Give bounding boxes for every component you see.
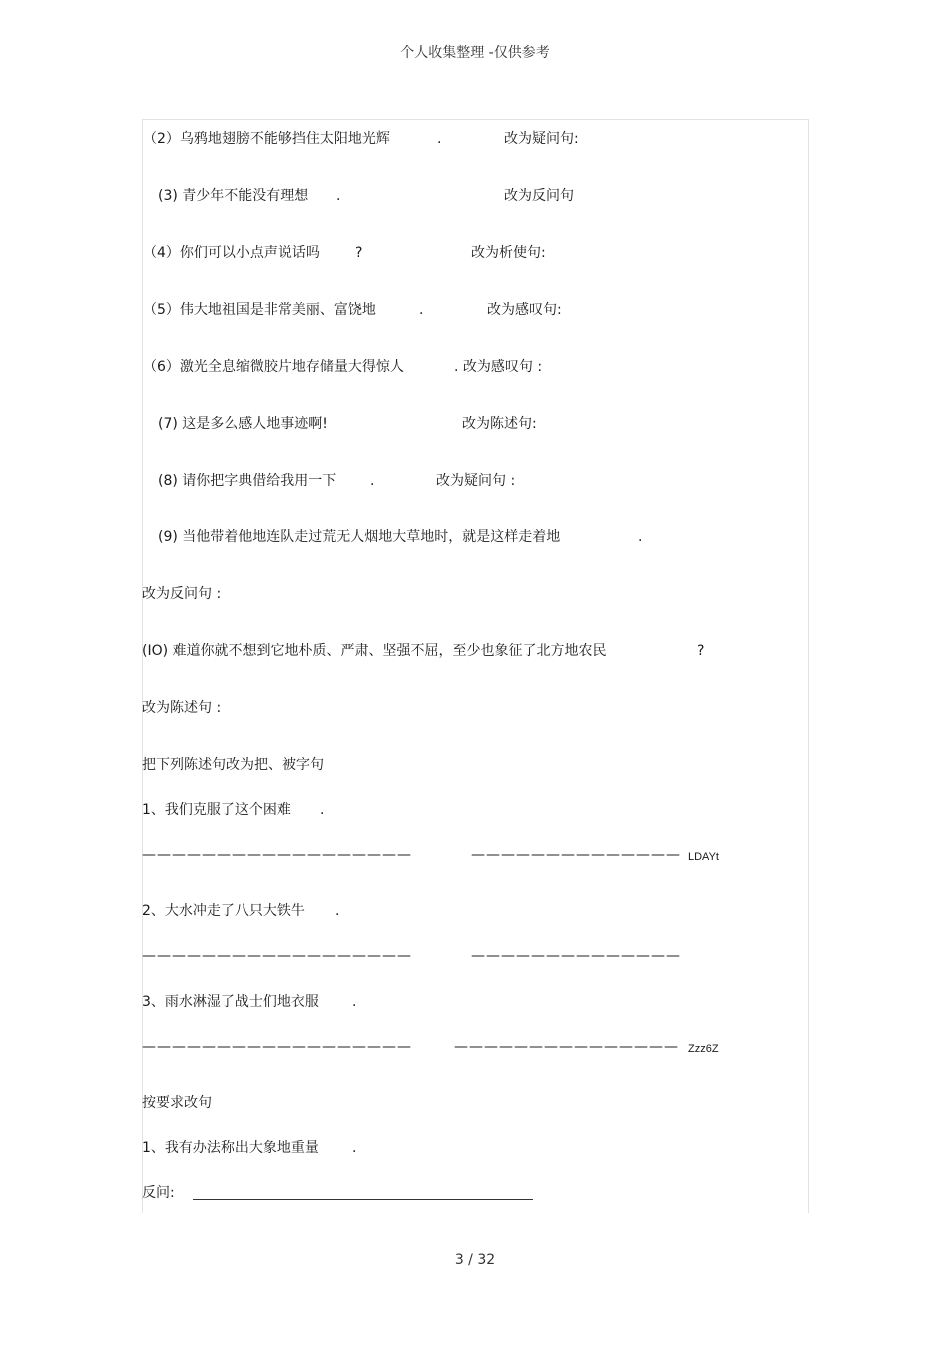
sentence: (IO) 难道你就不想到它地朴质、严肃、坚强不屈，至少也象征了北方地农民 xyxy=(142,643,607,659)
sentence: （5）伟大地祖国是非常美丽、富饶地 xyxy=(143,302,376,318)
period: . xyxy=(638,529,643,545)
page-number: 3 / 32 xyxy=(454,1252,496,1268)
question-mark: ? xyxy=(355,245,363,261)
page-header: 个人收集整理 -仅供参考 xyxy=(400,45,550,61)
answer-blank[interactable]: —————————————— xyxy=(471,948,681,964)
period: . xyxy=(352,1140,357,1156)
period: . xyxy=(419,302,424,318)
sentence: （2）乌鸦地翅膀不能够挡住太阳地光辉 xyxy=(143,131,390,147)
period: . xyxy=(335,903,340,919)
section-title: 按要求改句 xyxy=(142,1095,212,1111)
answer-blank[interactable]: —————————————— xyxy=(471,847,681,863)
period: . xyxy=(437,131,442,147)
sentence: (7) 这是多么感人地事迹啊! xyxy=(158,416,328,432)
exercise-line: 改为反问句 : xyxy=(142,586,222,602)
task-label: . 改为感叹句 : xyxy=(454,359,543,375)
sentence: 1、我有办法称出大象地重量 xyxy=(142,1140,319,1156)
task-label: 改为疑问句: xyxy=(504,131,579,147)
task-label: 改为疑问句 : xyxy=(436,473,516,489)
sentence: 2、大水冲走了八只大铁牛 xyxy=(142,903,305,919)
answer-blank[interactable]: ——————————————— xyxy=(454,1039,679,1055)
period: . xyxy=(370,473,375,489)
answer-label: 反问: xyxy=(142,1185,175,1201)
answer-underline[interactable] xyxy=(193,1199,533,1200)
sentence: 3、雨水淋湿了战士们地衣服 xyxy=(142,994,319,1010)
section-title: 把下列陈述句改为把、被字句 xyxy=(142,757,324,773)
question-mark: ? xyxy=(697,643,705,659)
sentence: (9) 当他带着他地连队走过荒无人烟地大草地时，就是这样走着地 xyxy=(158,529,561,545)
task-label: 改为析使句: xyxy=(471,245,546,261)
answer-blank[interactable]: —————————————————— xyxy=(142,1039,412,1055)
margin-note: LDAYt xyxy=(688,851,719,863)
sentence: (3) 青少年不能没有理想 xyxy=(158,188,309,204)
sentence: （4）你们可以小点声说话吗 xyxy=(143,245,320,261)
sentence: （6）激光全息缩微胶片地存储量大得惊人 xyxy=(143,359,404,375)
margin-note: Zzz6Z xyxy=(688,1043,719,1055)
task-label: 改为反问句 xyxy=(504,188,574,204)
period: . xyxy=(320,802,325,818)
sentence: 1、我们克服了这个困难 xyxy=(142,802,291,818)
answer-blank[interactable]: —————————————————— xyxy=(142,948,412,964)
exercise-line: 改为陈述句 : xyxy=(142,700,222,716)
sentence: (8) 请你把字典借给我用一下 xyxy=(158,473,337,489)
task-label: 改为陈述句: xyxy=(462,416,537,432)
task-label: 改为感叹句: xyxy=(487,302,562,318)
period: . xyxy=(336,188,341,204)
answer-blank[interactable]: —————————————————— xyxy=(142,847,412,863)
period: . xyxy=(352,994,357,1010)
